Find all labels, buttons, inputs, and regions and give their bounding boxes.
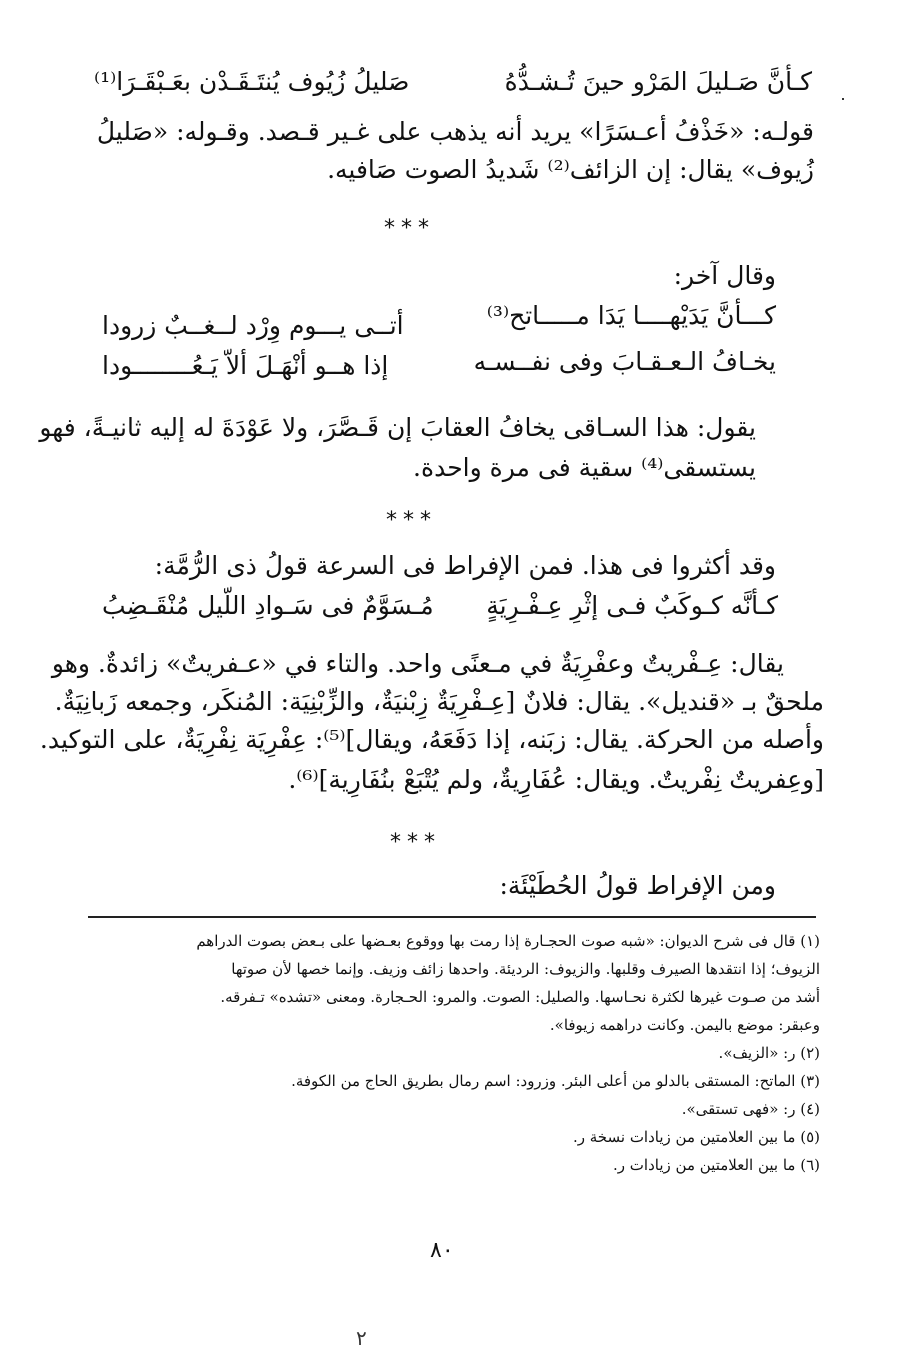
verse2-1-right-hemistich: كـــأنَّ يَدَيْهــــا يَدَا مـــــاتح⁽³⁾ bbox=[486, 301, 776, 330]
footnote-line: (٣) الماتح: المستقى بالدلو من أعلى البئر. وزرود: اسم رمال بطريق الحاج من الكوفة. bbox=[291, 1072, 820, 1090]
footnote-line: (٢) ر: «الزيف». bbox=[718, 1044, 820, 1062]
para2-line-2: يستسقى⁽⁴⁾ سقية فى مرة واحدة. bbox=[413, 453, 756, 482]
verse1-right-hemistich: كـأنَّ صَـليلَ المَرْو حينَ تُـشـدُّهُ bbox=[504, 67, 812, 96]
footnote-line: (١) قال فى شرح الديوان: «شبه صوت الحجـارة إذا رمت بها ووقوع بعـضها على بـعض بصوت الدراهم bbox=[196, 932, 820, 950]
verse2-2-right-hemistich: يخـافُ الـعـقـابَ وفى نفــسـه bbox=[473, 347, 776, 376]
section-separator: *** bbox=[386, 508, 437, 533]
footnote-rule bbox=[88, 916, 816, 918]
verse2-2-left-hemistich: إذا هــو أنْهَـلَ ألاّ يَـعُــــــــودا bbox=[102, 351, 389, 380]
bottom-scan-mark: ٢ bbox=[356, 1326, 367, 1350]
verse2-1-left-hemistich: أتــى يـــوم وِرْد لــغــبٌ زرودا bbox=[102, 311, 404, 340]
para3-line-3: وأصله من الحركة. يقال: زبَنه، إذا دَفَعَهُ، ويقال]⁽⁵⁾: عِفْرِيَة نِفْرِيَةٌ، على التوكيد. bbox=[39, 725, 824, 754]
para1-line-2: زُيوف» يقال: إن الزائف⁽²⁾ شَديدُ الصوت صَافيه. bbox=[327, 155, 814, 184]
section-separator: *** bbox=[390, 830, 441, 855]
footnote-line: وعبقر: موضع باليمن. وكانت دراهمه زيوفا». bbox=[549, 1016, 820, 1034]
page-number: ٨٠ bbox=[430, 1238, 454, 1263]
section-separator: *** bbox=[384, 216, 435, 241]
footnote-line: (٥) ما بين العلامتين من زيادات نسخة ر. bbox=[572, 1128, 820, 1146]
para3-line-4: [وعِفريتٌ نِفْريتٌ. ويقال: عُفَارِيةٌ، ولم يُتْبَعْ بنُفَارِية]⁽⁶⁾. bbox=[288, 765, 824, 794]
intro-line: وقد أكثروا فى هذا. فمن الإفراط فى السرعة قولُ ذى الرُّمَّة: bbox=[154, 551, 776, 580]
verse1-left-hemistich: صَليلُ زُيُوف يُنتَـقَـدْن بعَـبْقَـرَا⁽¹⁾ bbox=[94, 67, 410, 96]
footnote-line: (٦) ما بين العلامتين من زيادات ر. bbox=[613, 1156, 820, 1174]
footnote-line: الزيوف؛ إذا انتقدها الصيرف وقلبها. والزيوف: الرديئة. واحدها زائف وزيف. وإنما خصها لأن صوتها bbox=[231, 960, 820, 978]
para1-line-1: قولـه: «خَذْفُ أعـسَرًا» يريد أنه يذهب على غـير قـصد. وقـوله: «صَليلُ bbox=[96, 117, 814, 146]
para3-line-1: يقال: عِـفْريتٌ وعفْرِيَةٌ في مـعنًى واحد. والتاء في «عـفريتٌ» زائدةٌ. وهو bbox=[51, 649, 784, 678]
verse3-left-hemistich: مُـسَوَّمٌ فى سَـوادِ اللّيل مُنْقَـضِبُ bbox=[102, 591, 434, 620]
scan-speck bbox=[842, 98, 844, 100]
intro-line: وقال آخر: bbox=[673, 261, 776, 290]
intro-line: ومن الإفراط قولُ الحُطَيْئَة: bbox=[499, 871, 776, 900]
para3-line-2: ملحقٌ بـ «قنديل». يقال: فلانٌ [عِـفْرِيَةٌ زِبْنيَةٌ، والزِّبْنِيَة: المُنكَر، وجمعه زَبانِيَةٌ. bbox=[54, 687, 824, 716]
para2-line-1: يقول: هذا السـاقى يخافُ العقابَ إن قَـصَّرَ، ولا عَوْدَةَ له إليه ثانيـةً، فهو bbox=[39, 413, 756, 442]
footnote-line: أشد من صـوت غيرها لكثرة نحـاسها. والصليل: الصوت. والمرو: الحـجارة. ومعنى «تشده» تـفرقه. bbox=[220, 988, 820, 1006]
verse3-right-hemistich: كـأنَّه كـوكَبٌ فـى إثْرِ عِـفْـرِيَةٍ bbox=[486, 591, 778, 620]
footnote-line: (٤) ر: «فهى تستقى». bbox=[681, 1100, 820, 1118]
